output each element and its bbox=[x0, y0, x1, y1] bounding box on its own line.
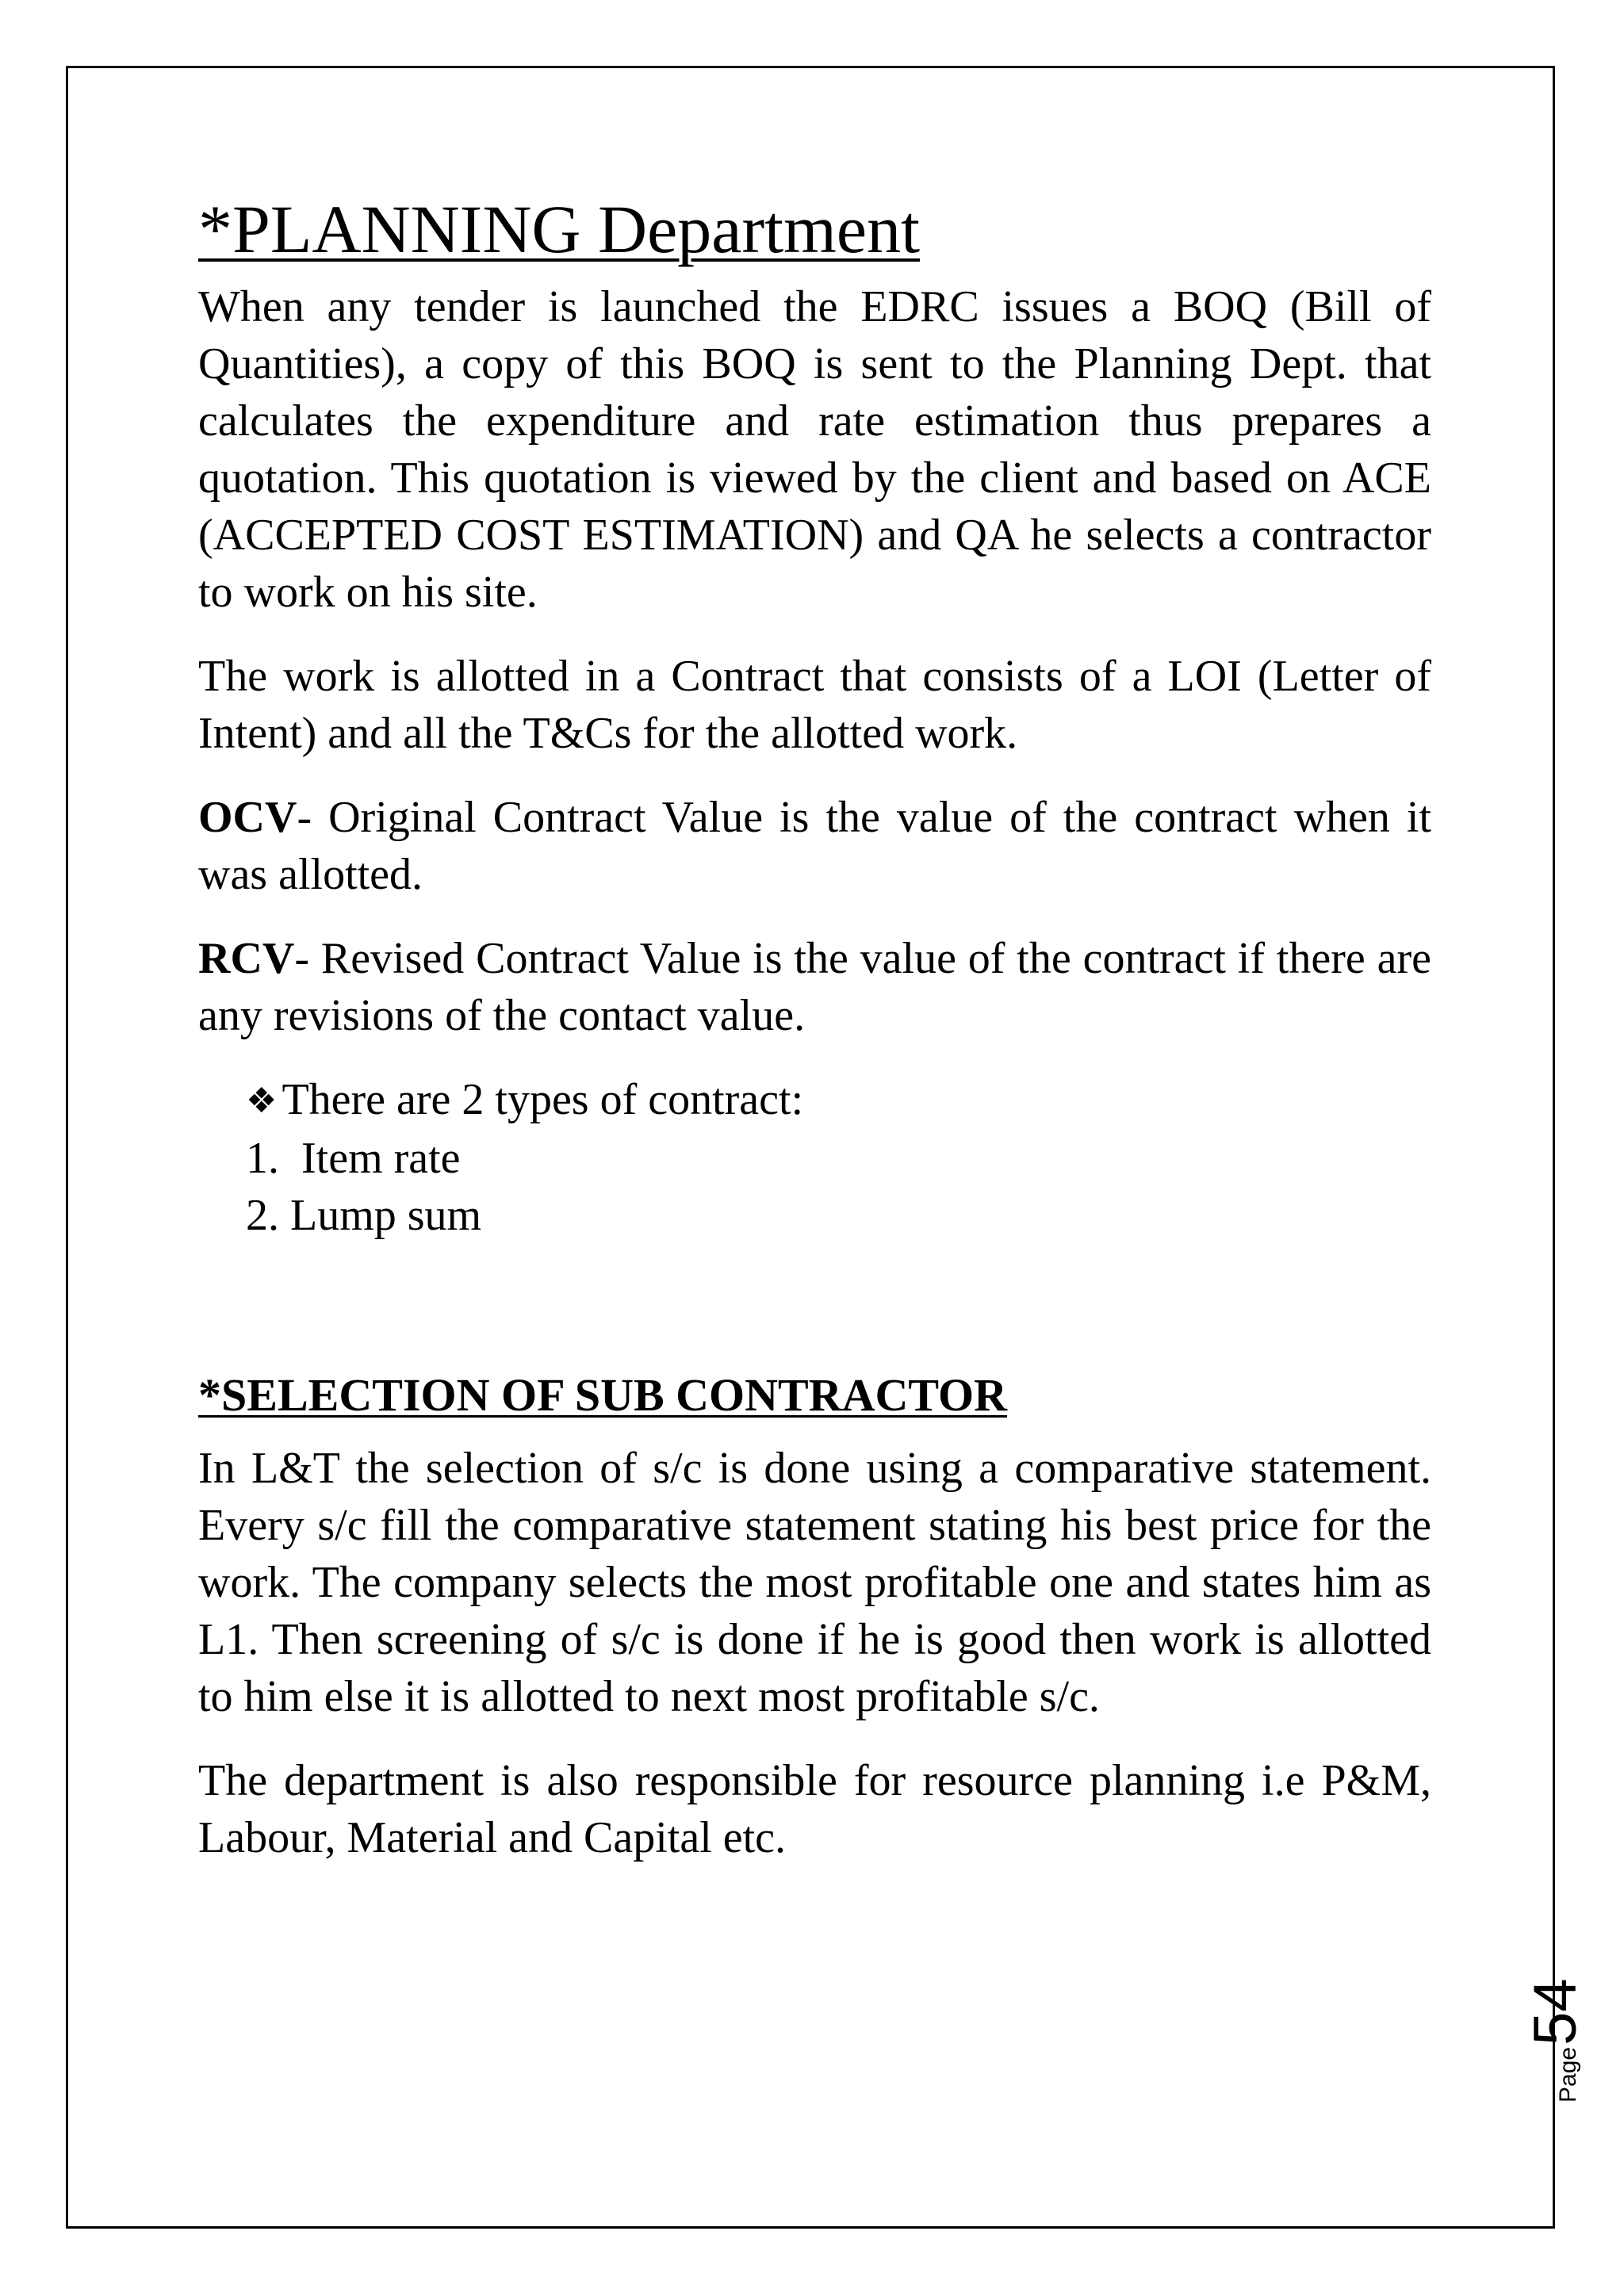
ocv-term: OCV bbox=[198, 792, 297, 842]
contract-types-list bbox=[246, 1071, 1431, 1244]
sub-contractor-paragraph-1: In L&T the selection of s/c is done using a comparative statement. Every s/c fill the comparative statement stating his best price for the work. The company selects the most profitable one and states him as L1. Then screening of s/c is done if he is good then work is allotted to him else it is allotted to next most profitable s/c. bbox=[198, 1444, 1431, 1722]
ocv-paragraph bbox=[198, 789, 1431, 903]
sub-contractor-paragraph-2: The department is also responsible for resource planning i.e P&M, Labour, Material and Capital etc. bbox=[198, 1756, 1431, 1863]
page-number-value: 54 bbox=[1522, 1978, 1589, 2045]
page-label: Page bbox=[1555, 2046, 1581, 2103]
sub-contractor-heading: *SELECTION OF SUB CONTRACTOR bbox=[198, 1368, 1008, 1421]
list-item: 2. Lump sum bbox=[246, 1190, 482, 1240]
list-intro bbox=[246, 1071, 1431, 1130]
diamond-bullet-icon: ❖ bbox=[246, 1080, 278, 1121]
ocv-definition: - Original Contract Value is the value of the contract when it was allotted. bbox=[198, 792, 1431, 899]
rcv-paragraph bbox=[198, 930, 1431, 1044]
document-body bbox=[198, 190, 1431, 1893]
planning-heading: *PLANNING Department bbox=[198, 191, 920, 267]
page-number bbox=[1521, 1978, 1590, 2103]
rcv-term: RCV bbox=[198, 933, 295, 983]
planning-paragraph-1: When any tender is launched the EDRC issues a BOQ (Bill of Quantities), a copy of this BOQ is sent to the Planning Dept. that calculates the expenditure and rate estimation thus prepares a quotation. This quotation is viewed by the client and based on ACE (ACCEPTED COST ESTIMATION) and QA he selects a contractor to work on his site. bbox=[198, 281, 1431, 617]
list-item: 1. Item rate bbox=[246, 1133, 461, 1183]
list-intro-text: There are 2 types of contract: bbox=[282, 1074, 804, 1124]
rcv-definition: - Revised Contract Value is the value of the contract if there are any revisions of the contact value. bbox=[198, 933, 1431, 1040]
planning-paragraph-2: The work is allotted in a Contract that consists of a LOI (Letter of Intent) and all the T&Cs for the allotted work. bbox=[198, 651, 1431, 758]
